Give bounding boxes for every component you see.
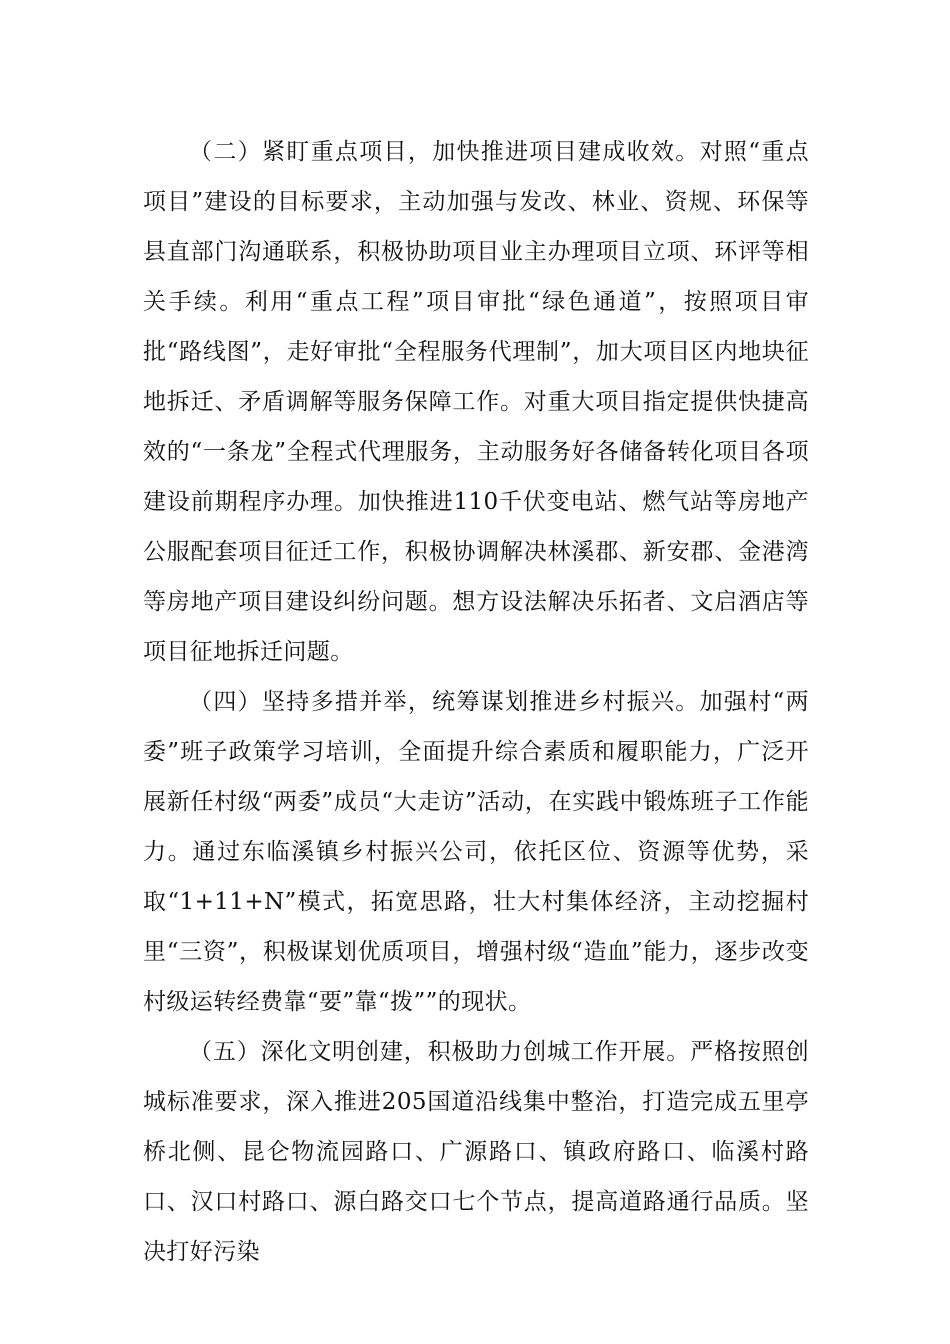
paragraph-civilization-creation: （五）深化文明创建，积极助力创城工作开展。严格按照创城标准要求，深入推进205国道沿线集中整治，打造完成五里亭桥北侧、昆仑物流园路口、广源路口、镇政府路口、临溪村路口、汉口村路口、源白路交口七个节点，提高道路通行品质。坚决打好污染 [143, 1039, 809, 1265]
paragraph-rural-revitalization: （四）坚持多措并举，统筹谋划推进乡村振兴。加强村“两委”班子政策学习培训，全面提升综合素质和履职能力，广泛开展新任村级“两委”成员“大走访”活动，在实践中锻炼班子工作能力。通过东临溪镇乡村振兴公司，依托区位、资源等优势，采取“1+11+N”模式，拓宽思路，壮大村集体经济，主动挖掘村里“三资”，积极谋划优质项目，增强村级“造血”能力，逐步改变村级运转经费靠“要”靠“拨””的现状。 [143, 689, 809, 1015]
paragraph-key-projects: （二）紧盯重点项目，加快推进项目建成收效。对照“重点项目”建设的目标要求，主动加强与发改、林业、资规、环保等县直部门沟通联系，积极协助项目业主办理项目立项、环评等相关手续。利用“重点工程”项目审批“绿色通道”，按照项目审批“路线图”，走好审批“全程服务代理制”，加大项目区内地块征地拆迁、矛盾调解等服务保障工作。对重大项目指定提供快捷高效的“一条龙”全程式代理服务，主动服务好各储备转化项目各项建设前期程序办理。加快推进110千伏变电站、燃气站等房地产公服配套项目征迁工作，积极协调解决林溪郡、新安郡、金港湾等房地产项目建设纠纷问题。想方设法解决乐拓者、文启酒店等项目征地拆迁问题。 [143, 139, 809, 665]
document-body [143, 127, 809, 1277]
